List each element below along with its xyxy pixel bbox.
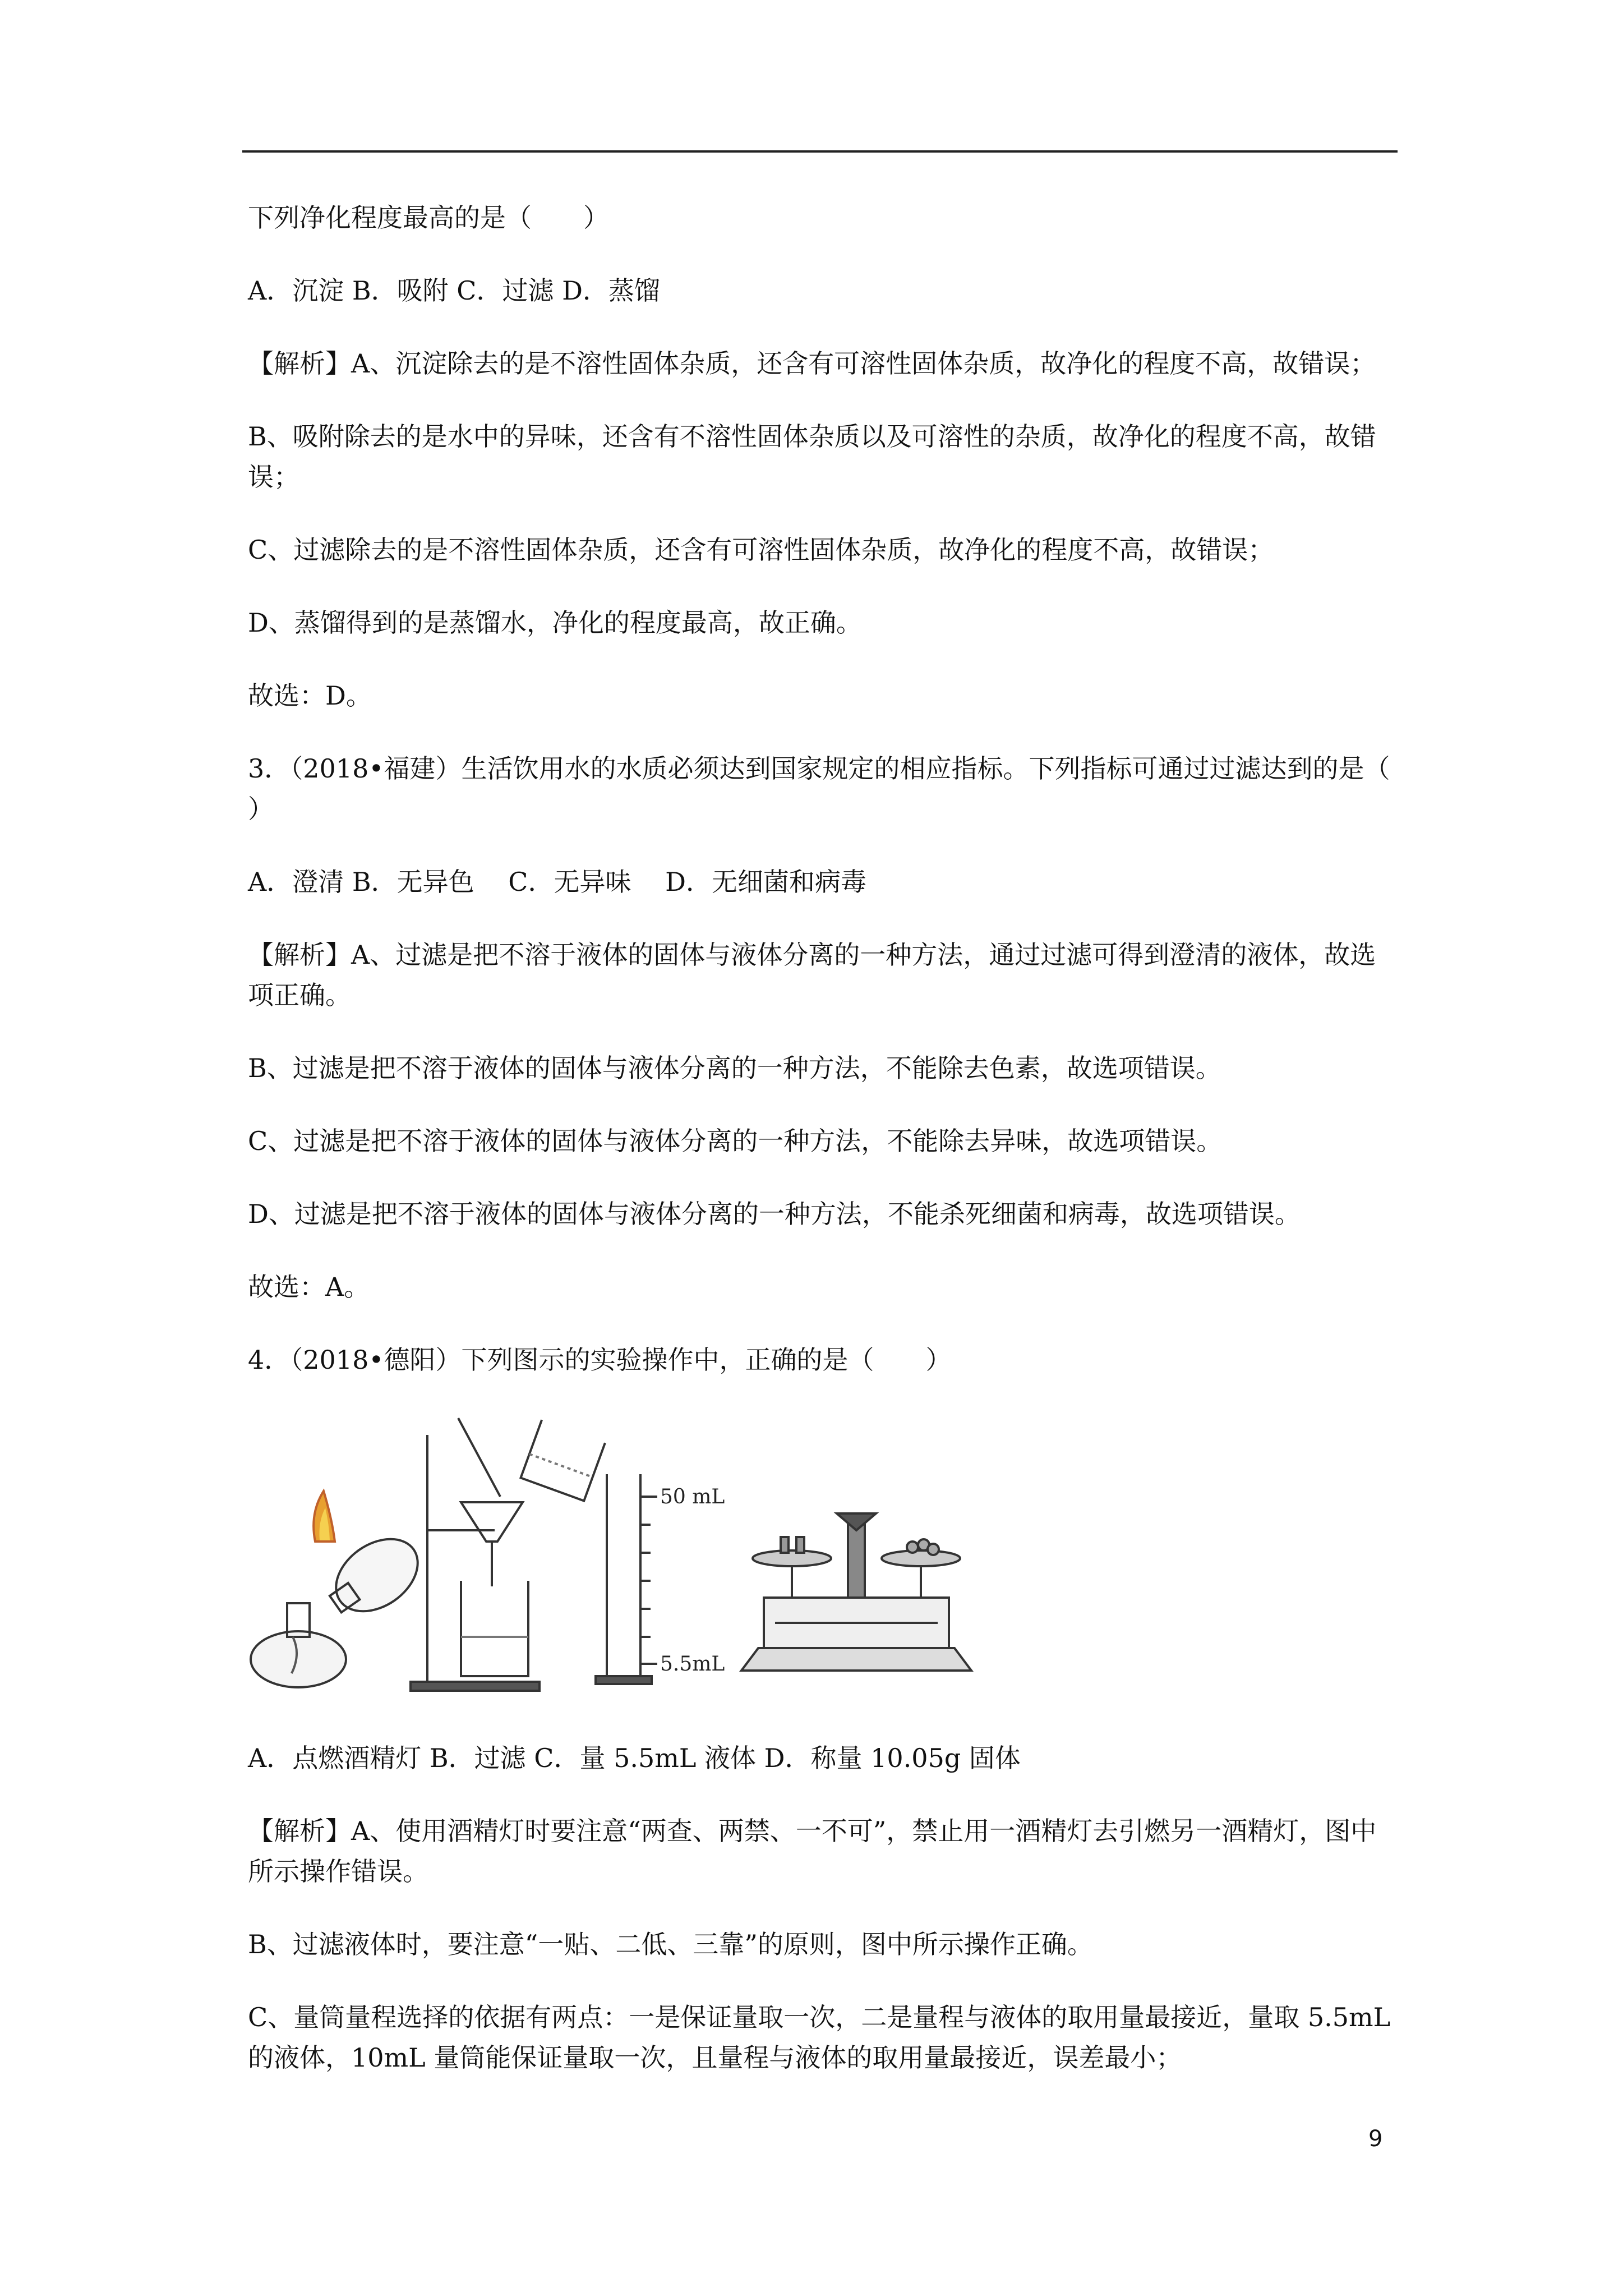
page-number: 9 [1368,2126,1383,2152]
q3-options: A．澄清 B．无异色 C．无异味 D．无细菌和病毒 [248,867,866,897]
experiment-illustration [248,1412,988,1704]
q3-answer: 故选：A。 [248,1272,370,1302]
cylinder-label-bottom: 5.5mL [660,1653,725,1676]
balance-illustration [741,1513,971,1671]
q3-analysis-a: 【解析】A、过滤是把不溶于液体的固体与液体分离的一种方法，通过过滤可得到澄清的液体，故选项正确。 [248,940,1376,1010]
q2-answer: 故选：D。 [248,680,372,711]
q2-stem: 下列净化程度最高的是（ ） [248,203,609,233]
q3-analysis-d: D、过滤是把不溶于液体的固体与液体分离的一种方法，不能杀死细菌和病毒，故选项错误。 [248,1199,1301,1229]
q2-options: A．沉淀 B．吸附 C．过滤 D．蒸馏 [248,275,660,306]
q4-stem: 4．（2018•德阳）下列图示的实验操作中，正确的是（ ） [248,1345,952,1375]
filtration-illustration [411,1418,605,1691]
q4-analysis-b: B、过滤液体时，要注意“一贴、二低、三靠”的原则，图中所示操作正确。 [248,1929,1093,1959]
q3-stem: 3．（2018•福建）生活饮用水的水质必须达到国家规定的相应指标。下列指标可通过过滤达到的是（ ） [248,753,1442,824]
header-rule [242,150,1398,153]
q3-analysis-b: B、过滤是把不溶于液体的固体与液体分离的一种方法，不能除去色素，故选项错误。 [248,1053,1221,1083]
alcohol-lamp-illustration [251,1491,431,1687]
q4-analysis-a: 【解析】A、使用酒精灯时要注意“两查、两禁、一不可”，禁止用一酒精灯去引燃另一酒精灯，图中所示操作错误。 [248,1816,1377,1887]
q2-analysis-c: C、过滤除去的是不溶性固体杂质，还含有可溶性固体杂质，故净化的程度不高，故错误； [248,535,1274,565]
q2-analysis-a: 【解析】A、沉淀除去的是不溶性固体杂质，还含有可溶性固体杂质，故净化的程度不高，故错误； [248,348,1376,379]
q2-analysis-b: B、吸附除去的是水中的异味，还含有不溶性固体杂质以及可溶性的杂质，故净化的程度不高，故错误； [248,421,1376,492]
q2-analysis-d: D、蒸馏得到的是蒸馏水，净化的程度最高，故正确。 [248,608,862,638]
q4-experiment-figure [248,1412,988,1704]
q4-analysis-c: C、量筒量程选择的依据有两点：一是保证量取一次，二是量程与液体的取用量最接近，量取 5.5mL 的液体，10mL 量筒能保证量取一次，且量程与液体的取用量最接近，误差最小； [248,2002,1399,2073]
graduated-cylinder-illustration [596,1474,657,1684]
document-body [248,197,1442,2110]
q4-options: A．点燃酒精灯 B．过滤 C．量 5.5mL 液体 D．称量 10.05g 固体 [248,1743,1021,1773]
cylinder-label-top: 50 mL [660,1485,725,1508]
q3-analysis-c: C、过滤是把不溶于液体的固体与液体分离的一种方法，不能除去异味，故选项错误。 [248,1126,1223,1156]
